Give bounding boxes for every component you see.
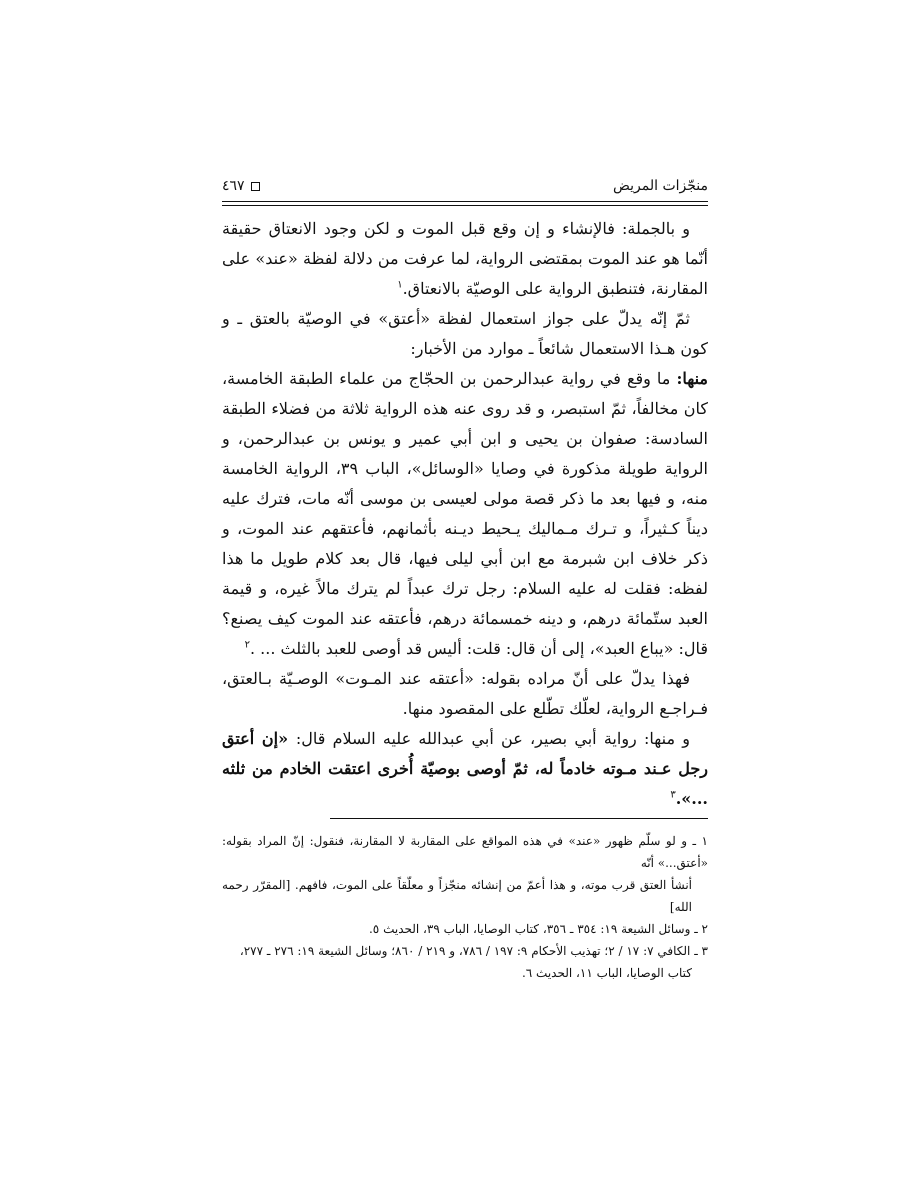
footnote-3: ٣ ـ الكافي ٧: ١٧ / ٢؛ تهذيب الأحكام ٩: ١٩٧ / ٧٨٦، و ٢١٩ / ٨٦٠؛ وسائل الشيعة ١٩: ٢٧٦ ـ ٢٧٧،	[239, 944, 708, 958]
paragraph-1	[222, 214, 708, 304]
footnote-rule	[330, 818, 708, 819]
footnote-1: ١ ـ و لو سلّم ظهور «عند» في هذه المواقع على المقاربة لا المقارنة، فنقول: إنّ المراد بقوله: «أعتق...» أنّه	[222, 834, 708, 870]
page-number-block	[222, 178, 260, 194]
main-text	[222, 214, 708, 814]
footnote-2: ٢ ـ وسائل الشيعة ١٩: ٣٥٤ ـ ٣٥٦، كتاب الوصايا، الباب ٣٩، الحديث ٥.	[368, 922, 708, 936]
footnote-1-continued: أنشأ العتق قرب موته، و هذا أعمّ من إنشائه منجّزاً و معلّقاً على الموت، فافهم. [المقرّر رحمه الله]	[222, 878, 692, 914]
paragraph-1-text: و بالجملة: فالإنشاء و إن وقع قبل الموت و لكن وجود الانعتاق حقيقة أنّما هو عند الموت بمقتضى الرواية، لما عرفت من دلالة لفظة «عند» على المقارنة، فتنطبق الرواية على الوصيّة بالانعتاق.	[222, 219, 708, 298]
page-number: ٤٦٧	[222, 178, 245, 194]
paragraph-5-lead: و منها: رواية أبي بصير، عن أبي عبدالله عليه السلام قال:	[295, 729, 691, 748]
footnotes	[222, 830, 708, 984]
paragraph-3	[222, 364, 708, 664]
paragraph-2: ثمّ إنّه يدلّ على جواز استعمال لفظة «أعتق» في الوصيّة بالعتق ـ و كون هـذا الاستعمال شائعاً ـ موارد من الأخبار:	[222, 309, 708, 358]
paragraph-4: فهذا يدلّ على أنّ مراده بقوله: «أعتقه عند المـوت» الوصـيّة بـالعتق، فـراجـع الرواية، لعلّك تطّلع على المقصود منها.	[222, 669, 708, 718]
paragraph-3-text: ما وقع في رواية عبدالرحمن بن الحجّاج من علماء الطبقة الخامسة، كان مخالفاً، ثمّ استبصر، و قد روى عنه هذه الرواية ثلاثة من فضلاء الطبقة السادسة: صفوان بن يحيى و ابن أبي عمير و يونس بن عبدالرحمن، و الرواية طويلة مذكورة في وصايا «الوسائل»، الباب ٣٩، الرواية الخامسة منه، و فيها بعد ما ذكر قصة مولى لعيسى بن موسى أنّه مات، فترك عليه ديناً كـثيراً، و تـرك مـماليك يـحيط ديـنه بأثمانهم، فأعتقهم عند الموت، و ذكر خلاف ابن شبرمة مع ابن أبي ليلى فيها، قال بعد كلام طويل ما هذا لفظه: فقلت له عليه السلام: رجل ترك عبداً لم يترك مالاً غيره، و قيمة العبد ستّمائة درهم، و دينه خمسمائة درهم، فأعتقه عند الموت كيف يصنع؟ قال: «يباع العبد»، إلى أن قال: قلت: أليس قد أوصى للعبد بالثلث ... .	[222, 369, 709, 658]
paragraph-5	[222, 724, 708, 814]
paragraph-3-lead: منها:	[676, 369, 708, 388]
footnote-3-continued: كتاب الوصايا، الباب ١١، الحديث ٦.	[521, 966, 692, 980]
header-rule	[222, 201, 708, 206]
square-icon	[251, 182, 260, 191]
running-title: منجّزات المريض	[612, 178, 708, 194]
footnote-ref-2: ٢	[244, 639, 250, 651]
paragraph-5-quote: «إن أعتق رجل عـند مـوته خادماً له، ثمّ أوصى بوصيّة أُخرى اعتقت الخادم من ثلثه ...».	[222, 729, 708, 808]
footnote-ref-1: ١	[397, 279, 403, 291]
page-header	[222, 176, 708, 200]
footnote-ref-3: ٣	[670, 789, 676, 801]
